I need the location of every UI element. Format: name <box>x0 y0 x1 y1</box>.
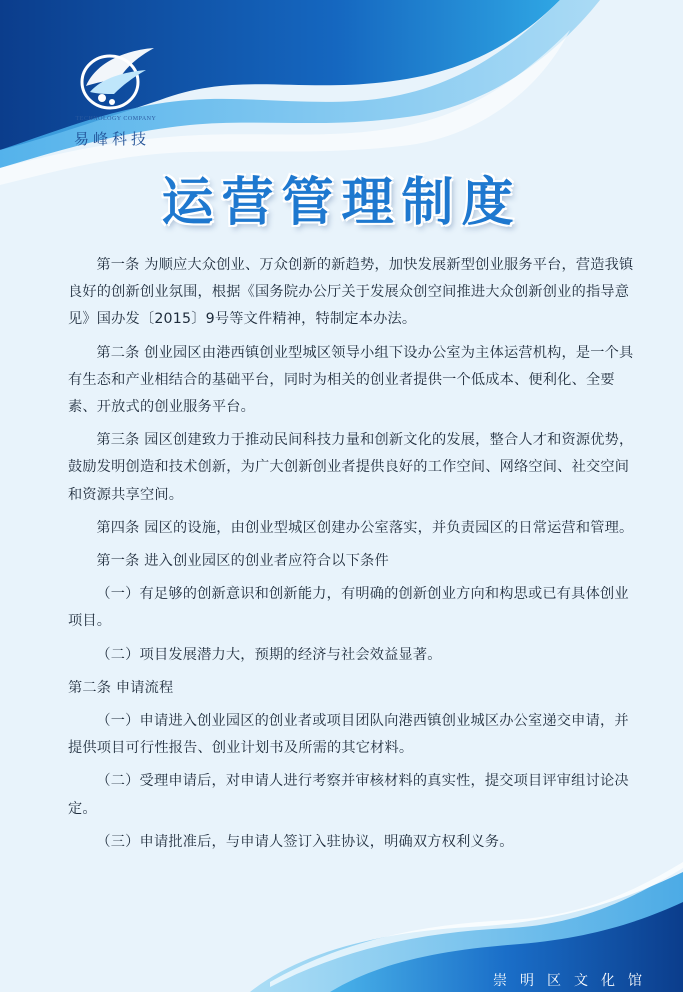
page-title: 运营管理制度 <box>161 173 522 233</box>
paragraph: （三）申请批准后，与申请人签订入驻协议，明确双方权利义务。 <box>96 833 514 850</box>
section-heading: 第二条 申请流程 <box>68 679 174 696</box>
paragraph: 第三条 园区创建致力于推动民间科技力量和创新文化的发展，整合人才和资源优势，鼓励发明创造和技术创新，为广大创新创业者提供良好的工作空间、网络空间、社交空间和资源共享空间。 <box>68 432 634 503</box>
paragraph: 第二条 创业园区由港西镇创业型城区领导小组下设办公室为主体运营机构，是一个具有生态和产业相结合的基础平台，同时为相关的创业者提供一个低成本、便利化、全要素、开放式的创业服务平台。 <box>68 344 634 416</box>
footer-organization: 崇明区文化馆 <box>493 973 655 989</box>
logo-company-name: 易峰科技 <box>74 130 151 148</box>
paragraph: （一）申请进入创业园区的创业者或项目团队向港西镇创业城区办公室递交申请，并提供项目可行性报告、创业计划书及所需的其它材料。 <box>68 713 629 757</box>
paragraph: （二）受理申请后，对申请人进行考察并审核材料的真实性，提交项目评审组讨论决定。 <box>68 773 629 817</box>
paragraph: （一）有足够的创新意识和创新能力，有明确的创新创业方向和构思或已有具体创业项目。 <box>68 586 629 630</box>
wing-logo-icon <box>76 42 156 118</box>
paragraph: 第一条 进入创业园区的创业者应符合以下条件 <box>96 553 389 570</box>
document-body <box>68 252 640 862</box>
logo-english-text: TECHNOLOGY COMPANY <box>75 116 157 122</box>
paragraph: 第一条 为顺应大众创业、万众创新的新趋势，加快发展新型创业服务平台，营造我镇良好的创新创业氛围，根据《国务院办公厅关于发展众创空间推进大众创新创业的指导意见》国办发〔2015〕9号等文件精神，特制定本办法。 <box>68 257 634 328</box>
company-logo <box>68 42 164 152</box>
paragraph: 第四条 园区的设施，由创业型城区创建办公室落实，并负责园区的日常运营和管理。 <box>96 519 634 536</box>
paragraph: （二）项目发展潜力大，预期的经济与社会效益显著。 <box>96 646 442 663</box>
